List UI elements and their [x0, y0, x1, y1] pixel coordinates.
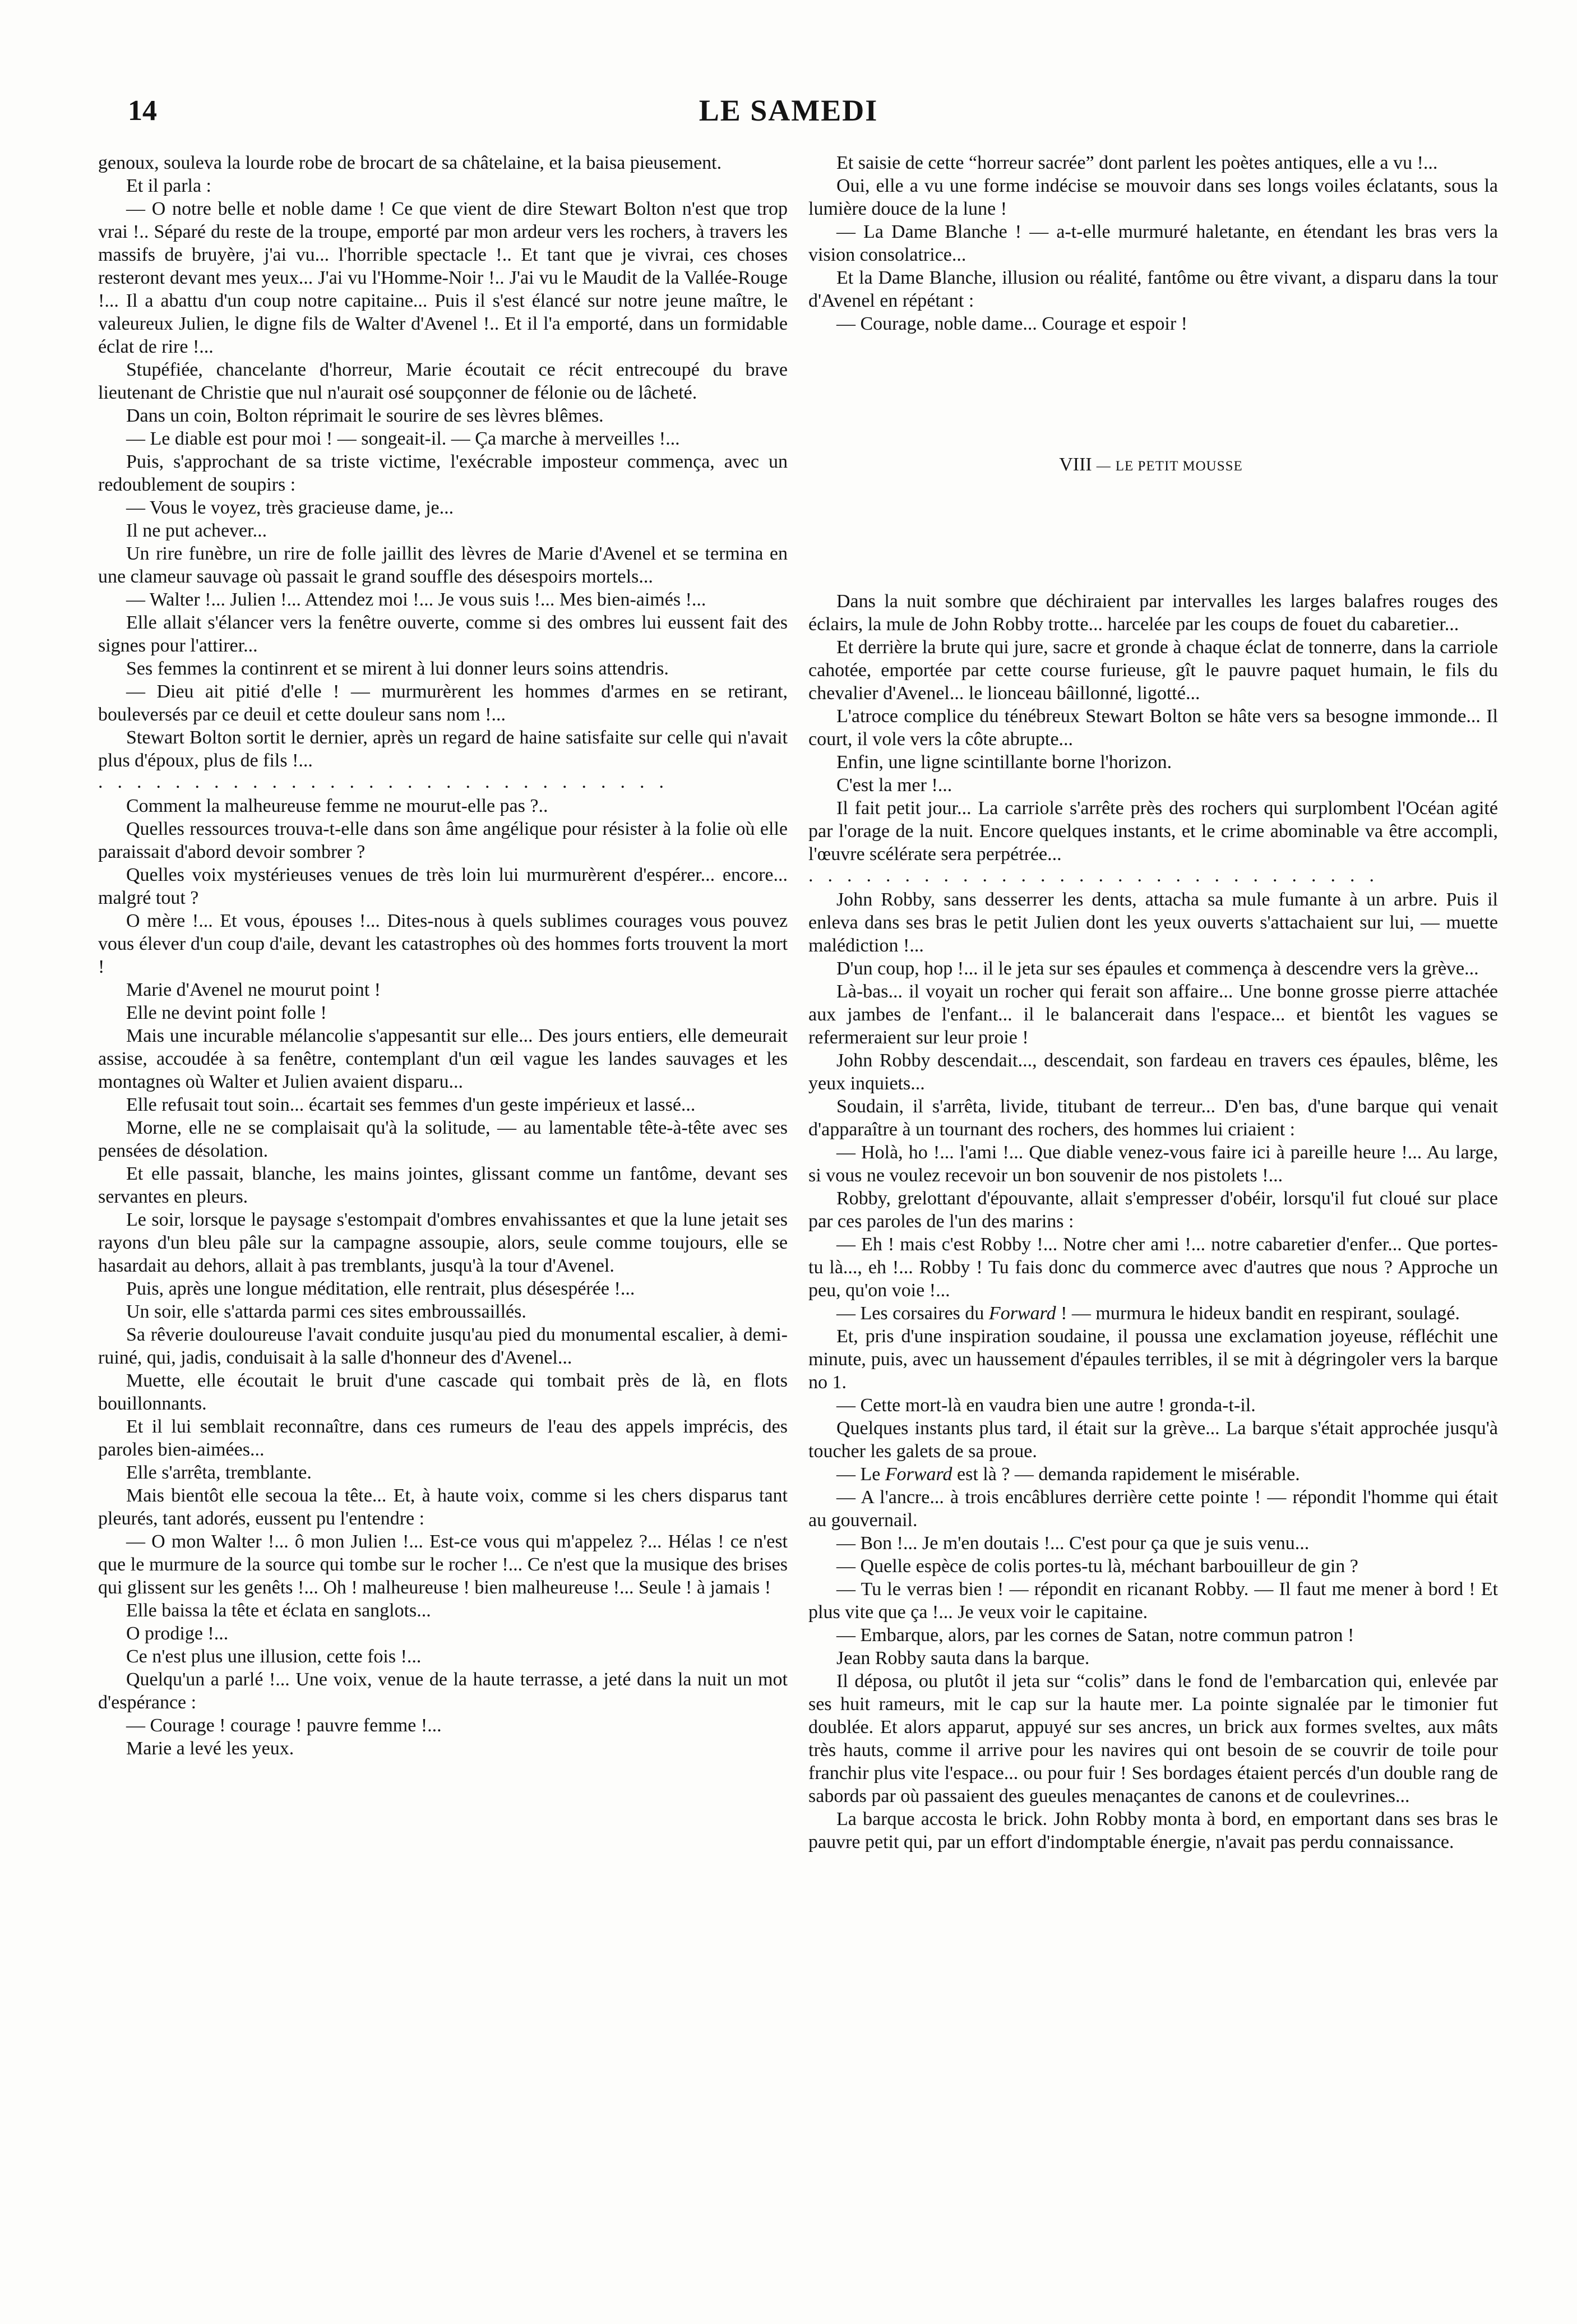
paragraph: Quelles ressources trouva-t-elle dans son âme angélique pour résister à la folie où elle paraissait d'abord devoir sombrer ? — [98, 819, 788, 862]
paragraph: — O notre belle et noble dame ! Ce que vient de dire Stewart Bolton n'est que trop vrai !.. Séparé du reste de la troupe, emporté par mon ardeur vers les rochers, à travers les massifs de bruyère, j'ai vu... l'horrible spectacle !.. Et tant que je vivrai, ces choses resteront devant mes yeux... J'ai vu l'Homme-Noir !.. J'ai vu le Maudit de la Vallée-Rouge !... Il a abattu d'un coup notre capitaine... Puis il s'est élancé sur notre jeune maître, le valeureux Julien, le digne fils de Walter d'Avenel !.. Et il l'a emporté, dans un formidable éclat de rire !... — [98, 198, 788, 357]
paragraph: Elle s'arrêta, tremblante. — [126, 1462, 312, 1483]
paragraph: — Le Forward est là ? — demanda rapidement le misérable. — [836, 1464, 1300, 1485]
paragraph: Jean Robby sauta dans la barque. — [836, 1648, 1090, 1669]
paragraph: Et derrière la brute qui jure, sacre et gronde à chaque éclat de tonnerre, dans la carriole cahotée, emportée par cette course furieuse, gît le pauvre paquet humain, le fils du chevalier d'Avenel... le lionceau bâillonné, ligotté... — [808, 637, 1498, 704]
paragraph: — Cette mort-là en vaudra bien une autre ! gronda-t-il. — [836, 1395, 1256, 1416]
paragraph: Stewart Bolton sortit le dernier, après un regard de haine satisfaite sur celle qui n'avait plus d'époux, plus de fils !... — [98, 727, 788, 771]
paragraph: Marie d'Avenel ne mourut point ! — [126, 980, 381, 1000]
paragraph: Dans la nuit sombre que déchiraient par intervalles les larges balafres rouges des éclairs, la mule de John Robby trotte... harcelée par les coups de fouet du cabaretier... — [808, 591, 1498, 635]
paragraph: Et il lui semblait reconnaître, dans ces rumeurs de l'eau des appels imprécis, des paroles bien-aimées... — [98, 1416, 788, 1460]
paragraph: Un soir, elle s'attarda parmi ces sites embroussaillés. — [126, 1301, 526, 1322]
paragraph: Il ne put achever... — [126, 520, 267, 541]
paragraph: — Quelle espèce de colis portes-tu là, méchant barbouilleur de gin ? — [836, 1556, 1358, 1577]
paragraph: Oui, elle a vu une forme indécise se mouvoir dans ses longs voiles éclatants, sous la lumière douce de la lune ! — [808, 175, 1498, 219]
paragraph: — Eh ! mais c'est Robby !... Notre cher ami !... notre cabaretier d'enfer... Que portes-tu là..., eh !... Robby ! Tu fais donc du commerce avec d'autres que nous ? Approche un peu, qu'on voie !... — [808, 1234, 1498, 1301]
paragraph: — Holà, ho !... l'ami !... Que diable venez-vous faire ici à pareille heure !... Au large, si vous ne voulez recevoir un bon souvenir de nos pistolets !... — [808, 1142, 1498, 1186]
paragraph: — Les corsaires du Forward ! — murmura le hideux bandit en respirant, soulagé. — [836, 1303, 1460, 1324]
paragraph: Là-bas... il voyait un rocher qui ferait son affaire... Une bonne grosse pierre attachée aux jambes de l'enfant... il le balancerait dans l'espace... et bientôt les vagues se refermeraient sur leur proie ! — [808, 981, 1498, 1048]
chapter-dash: — — [1096, 459, 1111, 474]
paragraph: Le soir, lorsque le paysage s'estompait d'ombres envahissantes et que la lune jetait ses rayons d'un bleu pâle sur la campagne assoupie, alors, seule comme toujours, elle se hasardait au dehors, allait à pas tremblants, jusqu'à la tour d'Avenel. — [98, 1209, 788, 1276]
paragraph: John Robby, sans desserrer les dents, attacha sa mule fumante à un arbre. Puis il enleva dans ses bras le petit Julien dont les yeux ouverts s'attachaient sur lui, — muette malédiction !... — [808, 889, 1498, 956]
paragraph: Mais une incurable mélancolie s'appesantit sur elle... Des jours entiers, elle demeurait assise, accoudée à sa fenêtre, contemplant d'un œil vague les landes sauvages et les montagnes où Walter et Julien avaient disparu... — [98, 1025, 788, 1092]
paragraph: O prodige !... — [126, 1623, 229, 1644]
paragraph: Morne, elle ne se complaisait qu'à la solitude, — au lamentable tête-à-tête avec ses pensées de désolation. — [98, 1117, 788, 1161]
section-separator: .............................. — [808, 869, 1389, 883]
left-column — [98, 151, 788, 2299]
paragraph: Et, pris d'une inspiration soudaine, il poussa une exclamation joyeuse, réfléchit une minute, puis, avec un haussement d'épaules terribles, il se mit à dégringoler vers la barque no 1. — [808, 1326, 1498, 1393]
paragraph: — Bon !... Je m'en doutais !... C'est pour ça que je suis venu... — [836, 1533, 1310, 1554]
paragraph: Robby, grelottant d'épouvante, allait s'empresser d'obéir, lorsqu'il fut cloué sur place par ces paroles de l'un des marins : — [808, 1188, 1498, 1232]
paragraph: Puis, après une longue méditation, elle rentrait, plus désespérée !... — [126, 1278, 635, 1299]
paragraph: Sa rêverie douloureuse l'avait conduite jusqu'au pied du monumental escalier, à demi-ruiné, qui, jadis, conduisait à la salle d'honneur des d'Avenel... — [98, 1324, 788, 1368]
paragraph: John Robby descendait..., descendait, son fardeau en travers ces épaules, blême, les yeux inquiets... — [808, 1050, 1498, 1094]
paragraph: Quelques instants plus tard, il était sur la grève... La barque s'était approchée jusqu'à toucher les galets de sa proue. — [808, 1418, 1498, 1462]
paragraph: — Dieu ait pitié d'elle ! — murmurèrent les hommes d'armes en se retirant, bouleversés par ce deuil et cette douleur sans nom !... — [98, 681, 788, 725]
paragraph: Dans un coin, Bolton réprimait le sourire de ses lèvres blêmes. — [126, 405, 604, 426]
paragraph: Quelqu'un a parlé !... Une voix, venue de la haute terrasse, a jeté dans la nuit un mot d'espérance : — [98, 1669, 788, 1713]
paragraph: La barque accosta le brick. John Robby monta à bord, en emportant dans ses bras le pauvre petit qui, par un effort d'indomptable énergie, n'avait pas perdu connaissance. — [808, 1809, 1498, 1852]
paragraph: Marie a levé les yeux. — [126, 1738, 294, 1759]
paragraph: — O mon Walter !... ô mon Julien !... Est-ce vous qui m'appelez ?... Hélas ! ce n'est que le murmure de la source qui tombe sur le rocher !... Ce n'est que la musique des brises qui glissent sur les genêts !... Oh ! malheureuse ! bien malheureuse !... Seule ! à jamais ! — [98, 1531, 788, 1598]
paragraph: Comment la malheureuse femme ne mourut-elle pas ?.. — [126, 796, 548, 816]
chapter-number: VIII — [1059, 454, 1092, 475]
paragraph: Stupéfiée, chancelante d'horreur, Marie écoutait ce récit entrecoupé du brave lieutenant de Christie que nul n'aurait osé soupçonner de félonie ou de lâcheté. — [98, 359, 788, 403]
paragraph: Puis, s'approchant de sa triste victime, l'exécrable imposteur commença, avec un redoublement de soupirs : — [98, 451, 788, 495]
paragraph: Ce n'est plus une illusion, cette fois !... — [126, 1646, 422, 1667]
paragraph: — Le diable est pour moi ! — songeait-il. — Ça marche à merveilles !... — [126, 428, 680, 449]
paragraph: — La Dame Blanche ! — a-t-elle murmuré haletante, en étendant les bras vers la vision consolatrice... — [808, 221, 1498, 265]
paragraph: Enfin, une ligne scintillante borne l'horizon. — [836, 752, 1172, 773]
paragraph: C'est la mer !... — [836, 775, 952, 796]
paragraph: Et elle passait, blanche, les mains jointes, glissant comme un fantôme, devant ses servantes en pleurs. — [98, 1163, 788, 1207]
paragraph: Elle refusait tout soin... écartait ses femmes d'un geste impérieux et lassé... — [126, 1094, 696, 1115]
paragraph: — Courage, noble dame... Courage et espoir ! — [836, 313, 1187, 334]
paragraph: Quelles voix mystérieuses venues de très loin lui murmurèrent d'espérer... encore... malgré tout ? — [98, 865, 788, 908]
paragraph: Il fait petit jour... La carriole s'arrête près des rochers qui surplombent l'Océan agité par l'orage de la nuit. Encore quelques instants, et le crime abominable va être accompli, l'œuvre scélérate sera perpétrée... — [808, 798, 1498, 865]
running-title: LE SAMEDI — [699, 94, 878, 127]
paragraph: — Vous le voyez, très gracieuse dame, je... — [126, 497, 454, 518]
paragraph: O mère !... Et vous, épouses !... Dites-nous à quels sublimes courages vous pouvez vous élever d'un coup d'aile, devant les catastrophes où des hommes forts trouvent la mort ! — [98, 911, 788, 977]
chapter-heading — [808, 453, 1498, 478]
paragraph: Et il parla : — [126, 175, 212, 196]
paragraph: Elle baissa la tête et éclata en sanglots... — [126, 1600, 431, 1621]
paragraph: Un rire funèbre, un rire de folle jaillit des lèvres de Marie d'Avenel et se termina en une clameur sauvage où passait le grand souffle des désespoirs mortels... — [98, 543, 788, 587]
paragraph: — Courage ! courage ! pauvre femme !... — [126, 1715, 442, 1736]
paragraph: D'un coup, hop !... il le jeta sur ses épaules et commença à descendre vers la grève... — [836, 958, 1479, 979]
paragraph: L'atroce complice du ténébreux Stewart Bolton se hâte vers sa besogne immonde... Il court, il vole vers la côte abrupte... — [808, 706, 1498, 750]
paragraph: genoux, souleva la lourde robe de brocart de sa châtelaine, et la baisa pieusement. — [98, 153, 722, 173]
paragraph: Ses femmes la continrent et se mirent à lui donner leurs soins attendris. — [126, 658, 669, 679]
section-separator: .............................. — [98, 775, 678, 789]
paragraph: — A l'ancre... à trois encâblures derrière cette pointe ! — répondit l'homme qui était au gouvernail. — [808, 1487, 1498, 1531]
paragraph: Il déposa, ou plutôt il jeta sur “colis” dans le fond de l'embarcation qui, enlevée par ses huit rameurs, mit le cap sur la haute mer. La pointe signalée par le timonier fut doublée. Et alors apparut, appuyé sur ses ancres, un brick aux formes sveltes, aux mâts très hauts, comme il arrive pour les navires qui ont besoin de se couvrir de toile pour franchir plus vite l'espace... ou pour fuir ! Ses bordages étaient percés d'un double rang de sabords par où passaient des gueules menaçantes de canons et de coulevrines... — [808, 1671, 1498, 1806]
right-column — [808, 151, 1498, 2299]
paragraph: Elle allait s'élancer vers la fenêtre ouverte, comme si des ombres lui eussent fait des signes pour l'attirer... — [98, 612, 788, 656]
paragraph: — Embarque, alors, par les cornes de Satan, notre commun patron ! — [836, 1625, 1354, 1646]
paragraph: Muette, elle écoutait le bruit d'une cascade qui tombait près de là, en flots bouillonnants. — [98, 1370, 788, 1414]
paragraph: Elle ne devint point folle ! — [126, 1002, 327, 1023]
paragraph: — Walter !... Julien !... Attendez moi !... Je vous suis !... Mes bien-aimés !... — [126, 589, 706, 610]
chapter-title: LE PETIT MOUSSE — [1115, 459, 1243, 474]
paragraph: Et la Dame Blanche, illusion ou réalité, fantôme ou être vivant, a disparu dans la tour d'Avenel en répétant : — [808, 267, 1498, 311]
paragraph: — Tu le verras bien ! — répondit en ricanant Robby. — Il faut me mener à bord ! Et plus vite que ça !... Je veux voir le capitaine. — [808, 1579, 1498, 1623]
paragraph: Et saisie de cette “horreur sacrée” dont parlent les poètes antiques, elle a vu !... — [836, 153, 1438, 173]
page-number: 14 — [128, 95, 157, 127]
paragraph: Soudain, il s'arrêta, livide, titubant de terreur... D'en bas, d'une barque qui venait d'apparaître à un tournant des rochers, des hommes lui criaient : — [808, 1096, 1498, 1140]
paragraph: Mais bientôt elle secoua la tête... Et, à haute voix, comme si les chers disparus tant pleurés, tant adorés, eussent pu l'entendre : — [98, 1485, 788, 1529]
